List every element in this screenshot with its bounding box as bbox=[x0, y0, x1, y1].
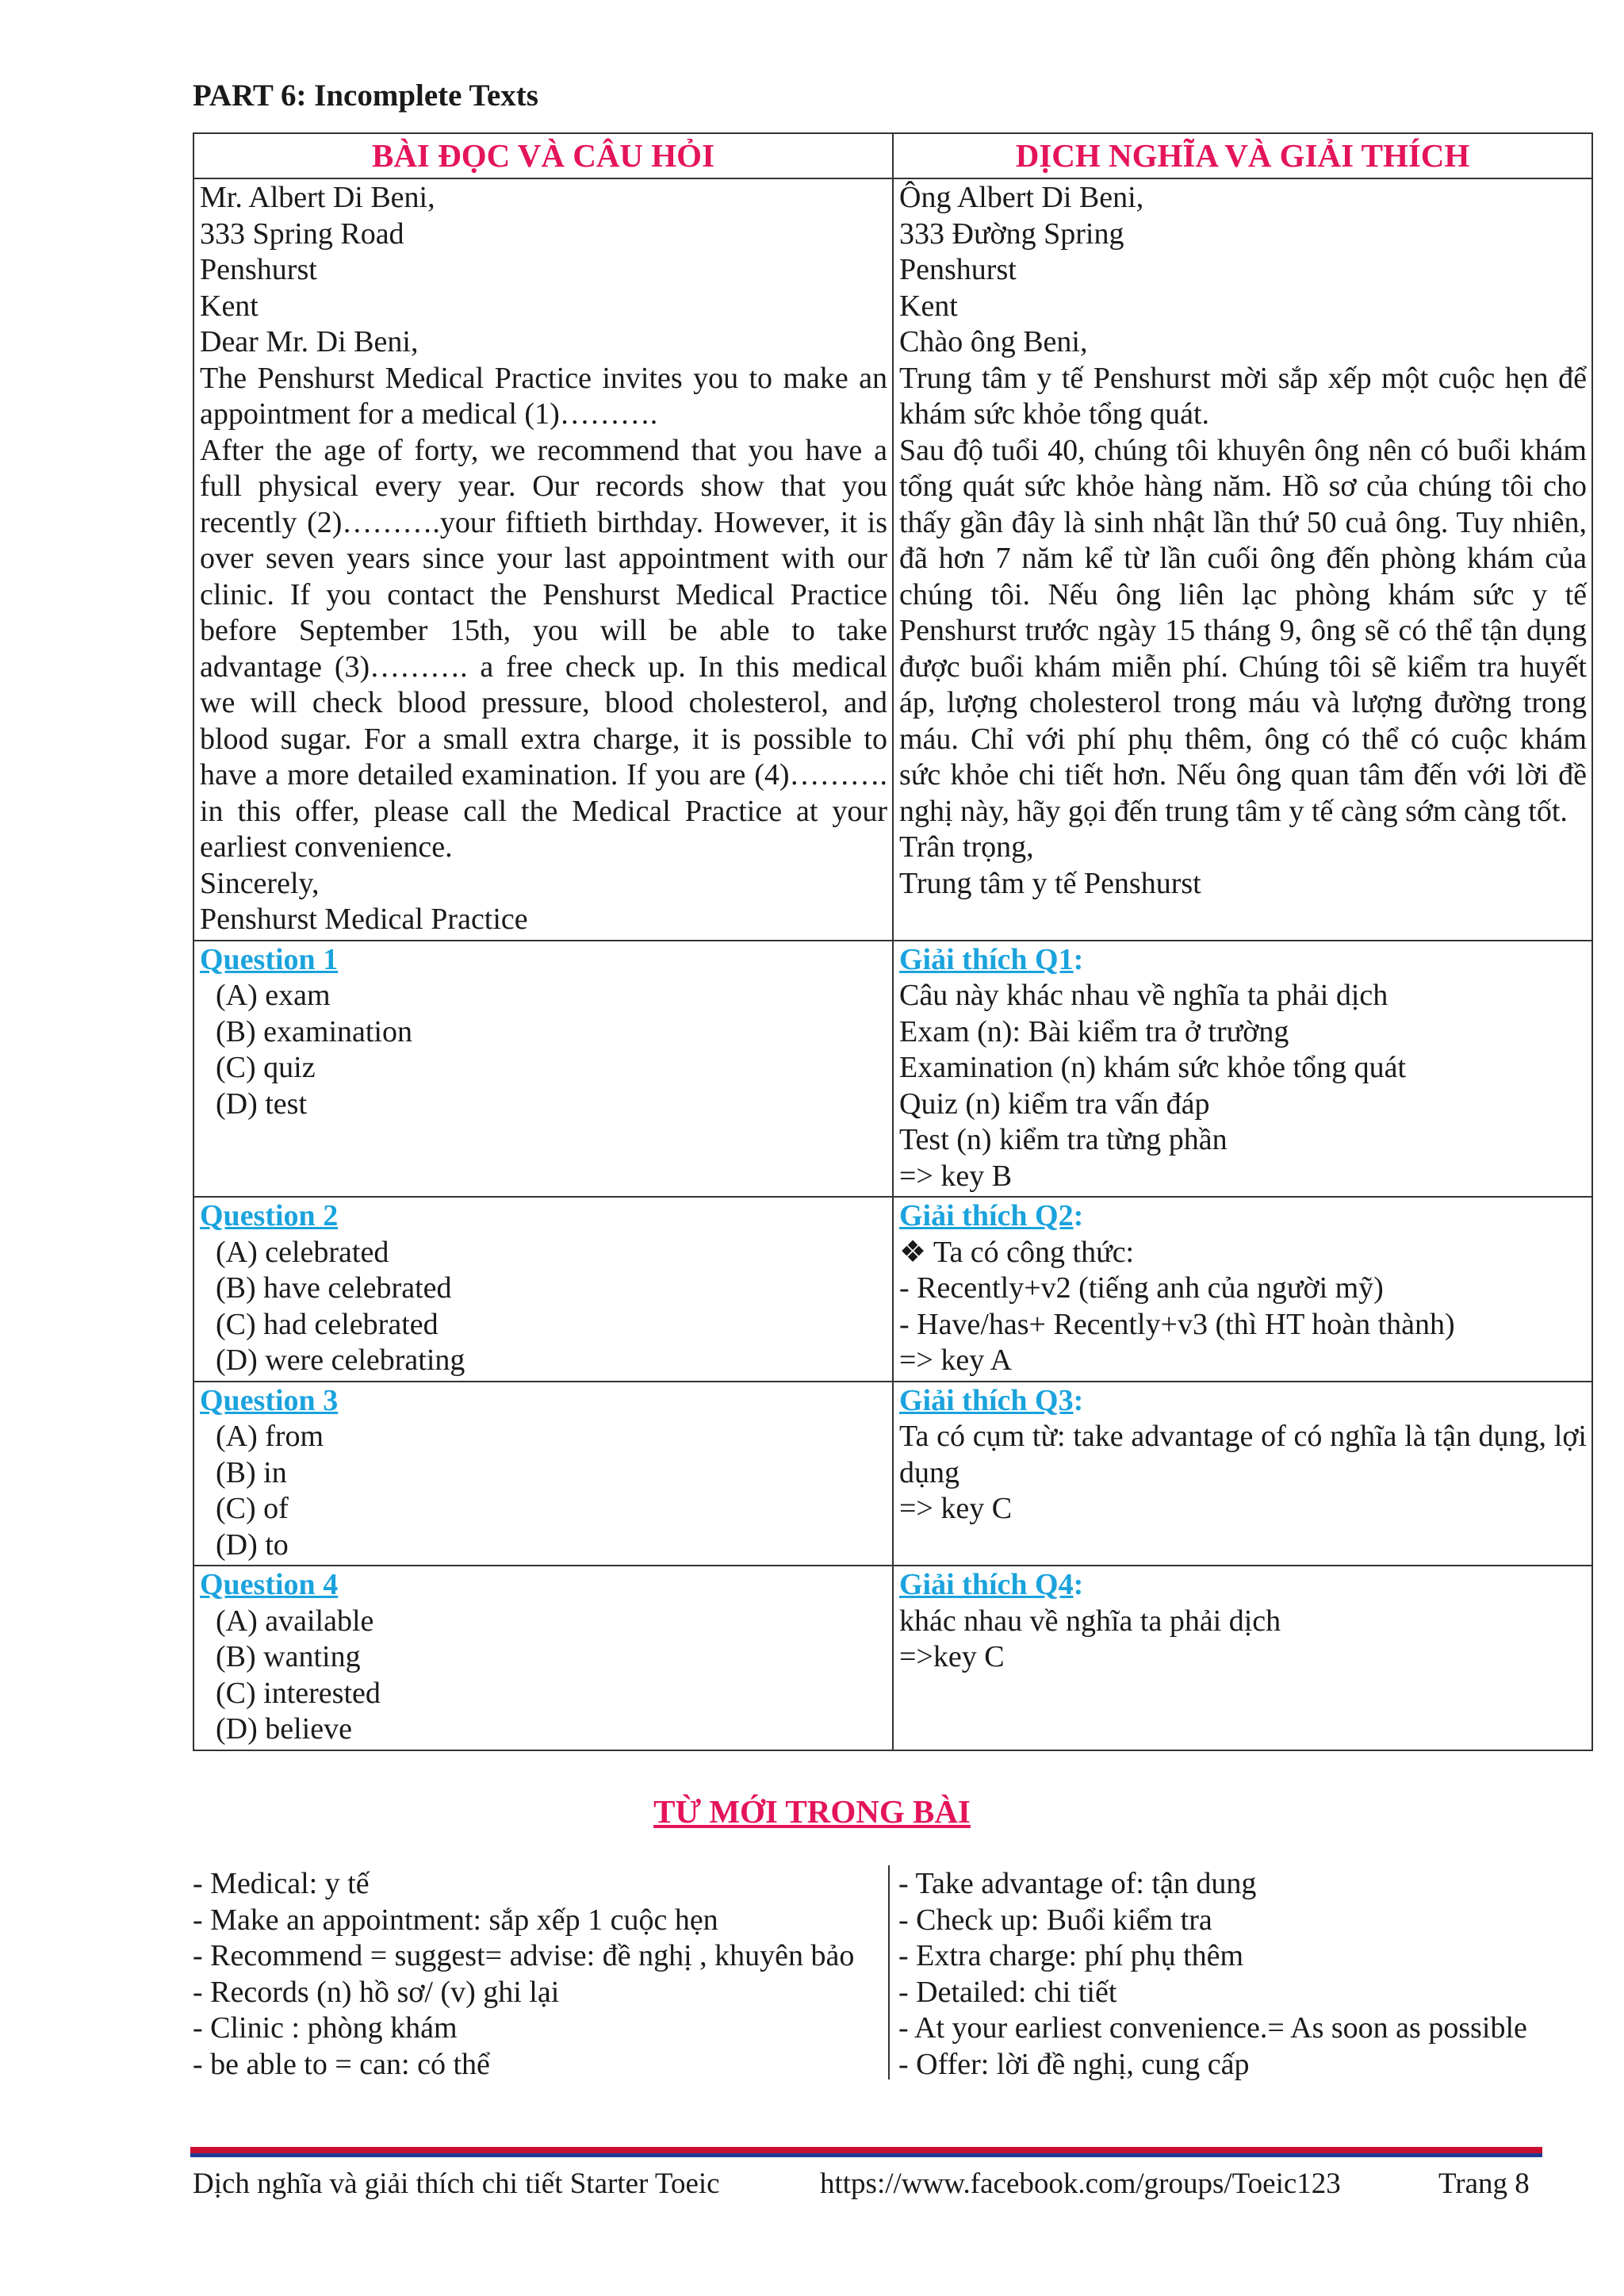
explanation-line: Ta có cụm từ: take advantage of có nghĩa là tận dụng, lợi dụng bbox=[899, 1420, 1587, 1489]
vocab-item: - Clinic : phòng khám bbox=[193, 2011, 458, 2045]
letter-vietnamese bbox=[893, 178, 1592, 941]
vocab-item: - Take advantage of: tận dung bbox=[898, 1867, 1257, 1900]
question-link[interactable]: Question 1 bbox=[200, 942, 339, 976]
question-row-4 bbox=[193, 1566, 1592, 1750]
vocab-item: - Extra charge: phí phụ thêm bbox=[898, 1939, 1244, 1972]
answer-option: (D) were celebrating bbox=[216, 1343, 465, 1377]
explanation-link[interactable]: Giải thích Q1: bbox=[899, 942, 1084, 976]
vocab-title: TỪ MỚI TRONG BÀI bbox=[653, 1793, 971, 1830]
answer-option: (C) interested bbox=[216, 1676, 381, 1710]
explanation-cell bbox=[893, 1197, 1592, 1382]
explanation-line: Câu này khác nhau về nghĩa ta phải dịch bbox=[899, 979, 1388, 1012]
answer-option: (B) wanting bbox=[216, 1640, 361, 1673]
footer-rule bbox=[190, 2153, 1542, 2157]
vocab-item: - Medical: y tế bbox=[193, 1867, 370, 1900]
footer-title: Dịch nghĩa và giải thích chi tiết Starter Toeic bbox=[193, 2168, 720, 2200]
vocab-item: - Check up: Buổi kiểm tra bbox=[898, 1903, 1212, 1937]
answer-key: =>key C bbox=[899, 1640, 1005, 1673]
answer-option: (C) quiz bbox=[216, 1051, 316, 1084]
explanation-cell bbox=[893, 1566, 1592, 1750]
vocab-item: - Offer: lời đề nghị, cung cấp bbox=[898, 2047, 1250, 2081]
answer-key: => key A bbox=[899, 1343, 1013, 1377]
part-title: PART 6: Incomplete Texts bbox=[193, 79, 538, 113]
salutation: Dear Mr. Di Beni, bbox=[200, 325, 419, 358]
vocab-list-right bbox=[898, 1866, 1527, 2083]
explanation-link[interactable]: Giải thích Q3: bbox=[899, 1383, 1084, 1417]
answer-option: (A) exam bbox=[216, 979, 331, 1012]
address-line: Penshurst bbox=[899, 253, 1017, 286]
answer-option: (C) had celebrated bbox=[216, 1307, 439, 1341]
answer-option: (B) examination bbox=[216, 1014, 412, 1048]
vocab-item: - Detailed: chi tiết bbox=[898, 1975, 1117, 2009]
address-line: 333 Đường Spring bbox=[899, 217, 1124, 251]
question-row-1 bbox=[193, 941, 1592, 1198]
vocab-item: - Records (n) hồ sơ/ (v) ghi lại bbox=[193, 1975, 560, 2009]
address-line: Penshurst bbox=[200, 253, 317, 286]
question-cell bbox=[193, 1382, 893, 1566]
question-row-3 bbox=[193, 1382, 1592, 1566]
explanation-cell bbox=[893, 941, 1592, 1198]
explanation-link[interactable]: Giải thích Q2: bbox=[899, 1199, 1084, 1232]
question-link[interactable]: Question 4 bbox=[200, 1568, 339, 1601]
question-row-2 bbox=[193, 1197, 1592, 1382]
address-line: Mr. Albert Di Beni, bbox=[200, 181, 435, 214]
question-cell bbox=[193, 1197, 893, 1382]
closing-line: Penshurst Medical Practice bbox=[200, 903, 528, 936]
footer-rule bbox=[190, 2147, 1542, 2153]
explanation-line: Exam (n): Bài kiểm tra ở trường bbox=[899, 1014, 1289, 1048]
explanation-line: - Have/has+ Recently+v3 (thì HT hoàn thành) bbox=[899, 1307, 1455, 1341]
explanation-cell bbox=[893, 1382, 1592, 1566]
address-line: Kent bbox=[899, 289, 958, 323]
answer-key: => key B bbox=[899, 1159, 1013, 1193]
explanation-line: Quiz (n) kiểm tra vấn đáp bbox=[899, 1087, 1210, 1121]
salutation: Chào ông Beni, bbox=[899, 325, 1088, 358]
address-line: Ông Albert Di Beni, bbox=[899, 181, 1144, 214]
answer-option: (D) to bbox=[216, 1527, 289, 1562]
explanation-line: khác nhau về nghĩa ta phải dịch bbox=[899, 1604, 1281, 1638]
vocab-item: - Recommend = suggest= advise: đề nghị , khuyên bảo bbox=[193, 1939, 855, 1972]
header-translation: DỊCH NGHĨA VÀ GIẢI THÍCH bbox=[893, 133, 1592, 178]
letter-paragraph: The Penshurst Medical Practice invites you to make an appointment for a medical (1)………. bbox=[200, 361, 887, 431]
answer-key: => key C bbox=[899, 1492, 1013, 1525]
letter-paragraph: Sau độ tuổi 40, chúng tôi khuyên ông nên có buổi khám tổng quát sức khỏe hàng năm. Hồ sơ của chúng tôi cho thấy gần đây là sinh nhật lần thứ 50 cuả ông. Tuy nhiên, đã hơn 7 năm kể từ lần cuối ông đến phòng khám của chúng tôi. Nếu ông liên lạc phòng khám sức y tế Penshurst trước ngày 15 tháng 9, ông sẽ có thể tận dụng được buổi khám miễn phí. Chúng tôi sẽ kiểm tra huyết áp, lượng cholesterol trong máu và lượng đường trong máu. Chỉ với phí phụ thêm, ông có thể có cuộc khám sức khỏe chi tiết hơn. Nếu ông quan tâm đến với lời đề nghị này, hãy gọi đến trung tâm y tế càng sớm càng tốt. bbox=[899, 433, 1587, 828]
exercise-table bbox=[193, 132, 1593, 1751]
answer-option: (A) available bbox=[216, 1604, 374, 1638]
question-link[interactable]: Question 2 bbox=[200, 1199, 339, 1232]
question-cell bbox=[193, 941, 893, 1198]
explanation-line: Examination (n) khám sức khỏe tổng quát bbox=[899, 1051, 1407, 1084]
explanation-line: Test (n) kiểm tra từng phần bbox=[899, 1123, 1228, 1156]
explanation-line: - Recently+v2 (tiếng anh của người mỹ) bbox=[899, 1271, 1384, 1305]
explanation-link[interactable]: Giải thích Q4: bbox=[899, 1568, 1084, 1601]
question-link[interactable]: Question 3 bbox=[200, 1383, 339, 1417]
vocab-item: - At your earliest convenience.= As soon as possible bbox=[898, 2011, 1527, 2045]
letter-english bbox=[193, 178, 893, 941]
letter-paragraph: Trung tâm y tế Penshurst mời sắp xếp một cuộc hẹn để khám sức khỏe tổng quát. bbox=[899, 361, 1587, 431]
address-line: 333 Spring Road bbox=[200, 217, 404, 251]
header-reading: BÀI ĐỌC VÀ CÂU HỎI bbox=[193, 133, 893, 178]
answer-option: (C) of bbox=[216, 1492, 289, 1525]
answer-option: (A) celebrated bbox=[216, 1235, 389, 1269]
footer-link[interactable]: https://www.facebook.com/groups/Toeic123 bbox=[820, 2168, 1341, 2200]
table-header-row bbox=[193, 133, 1592, 178]
answer-option: (D) believe bbox=[216, 1712, 352, 1746]
closing-line: Trân trọng, bbox=[899, 830, 1034, 864]
closing-line: Sincerely, bbox=[200, 866, 320, 900]
vocab-item: - be able to = can: có thể bbox=[193, 2047, 490, 2081]
letter-row bbox=[193, 178, 1592, 941]
answer-option: (A) from bbox=[216, 1420, 324, 1453]
explanation-line: ❖ Ta có công thức: bbox=[899, 1235, 1135, 1269]
answer-option: (B) have celebrated bbox=[216, 1271, 452, 1305]
question-cell bbox=[193, 1566, 893, 1750]
page-number: Trang 8 bbox=[1438, 2168, 1530, 2200]
vocab-divider bbox=[888, 1865, 890, 2079]
letter-paragraph: After the age of forty, we recommend that you have a full physical every year. Our records show that you recently (2)……….your fiftieth birthday. However, it is over seven years since your last appointment with our clinic. If you contact the Penshurst Medical Practice before September 15th, you will be able to take advantage (3)………. a free check up. In this medical we will check blood pressure, blood cholesterol, and blood sugar. For a small extra charge, it is possible to have a more detailed examination. If you are (4)………. in this offer, please call the Medical Practice at your earliest convenience. bbox=[200, 433, 887, 864]
closing-line: Trung tâm y tế Penshurst bbox=[899, 866, 1201, 900]
address-line: Kent bbox=[200, 289, 259, 323]
answer-option: (B) in bbox=[216, 1455, 287, 1489]
vocab-item: - Make an appointment: sắp xếp 1 cuộc hẹn bbox=[193, 1903, 718, 1937]
answer-option: (D) test bbox=[216, 1087, 308, 1121]
vocab-list-left bbox=[193, 1866, 854, 2083]
